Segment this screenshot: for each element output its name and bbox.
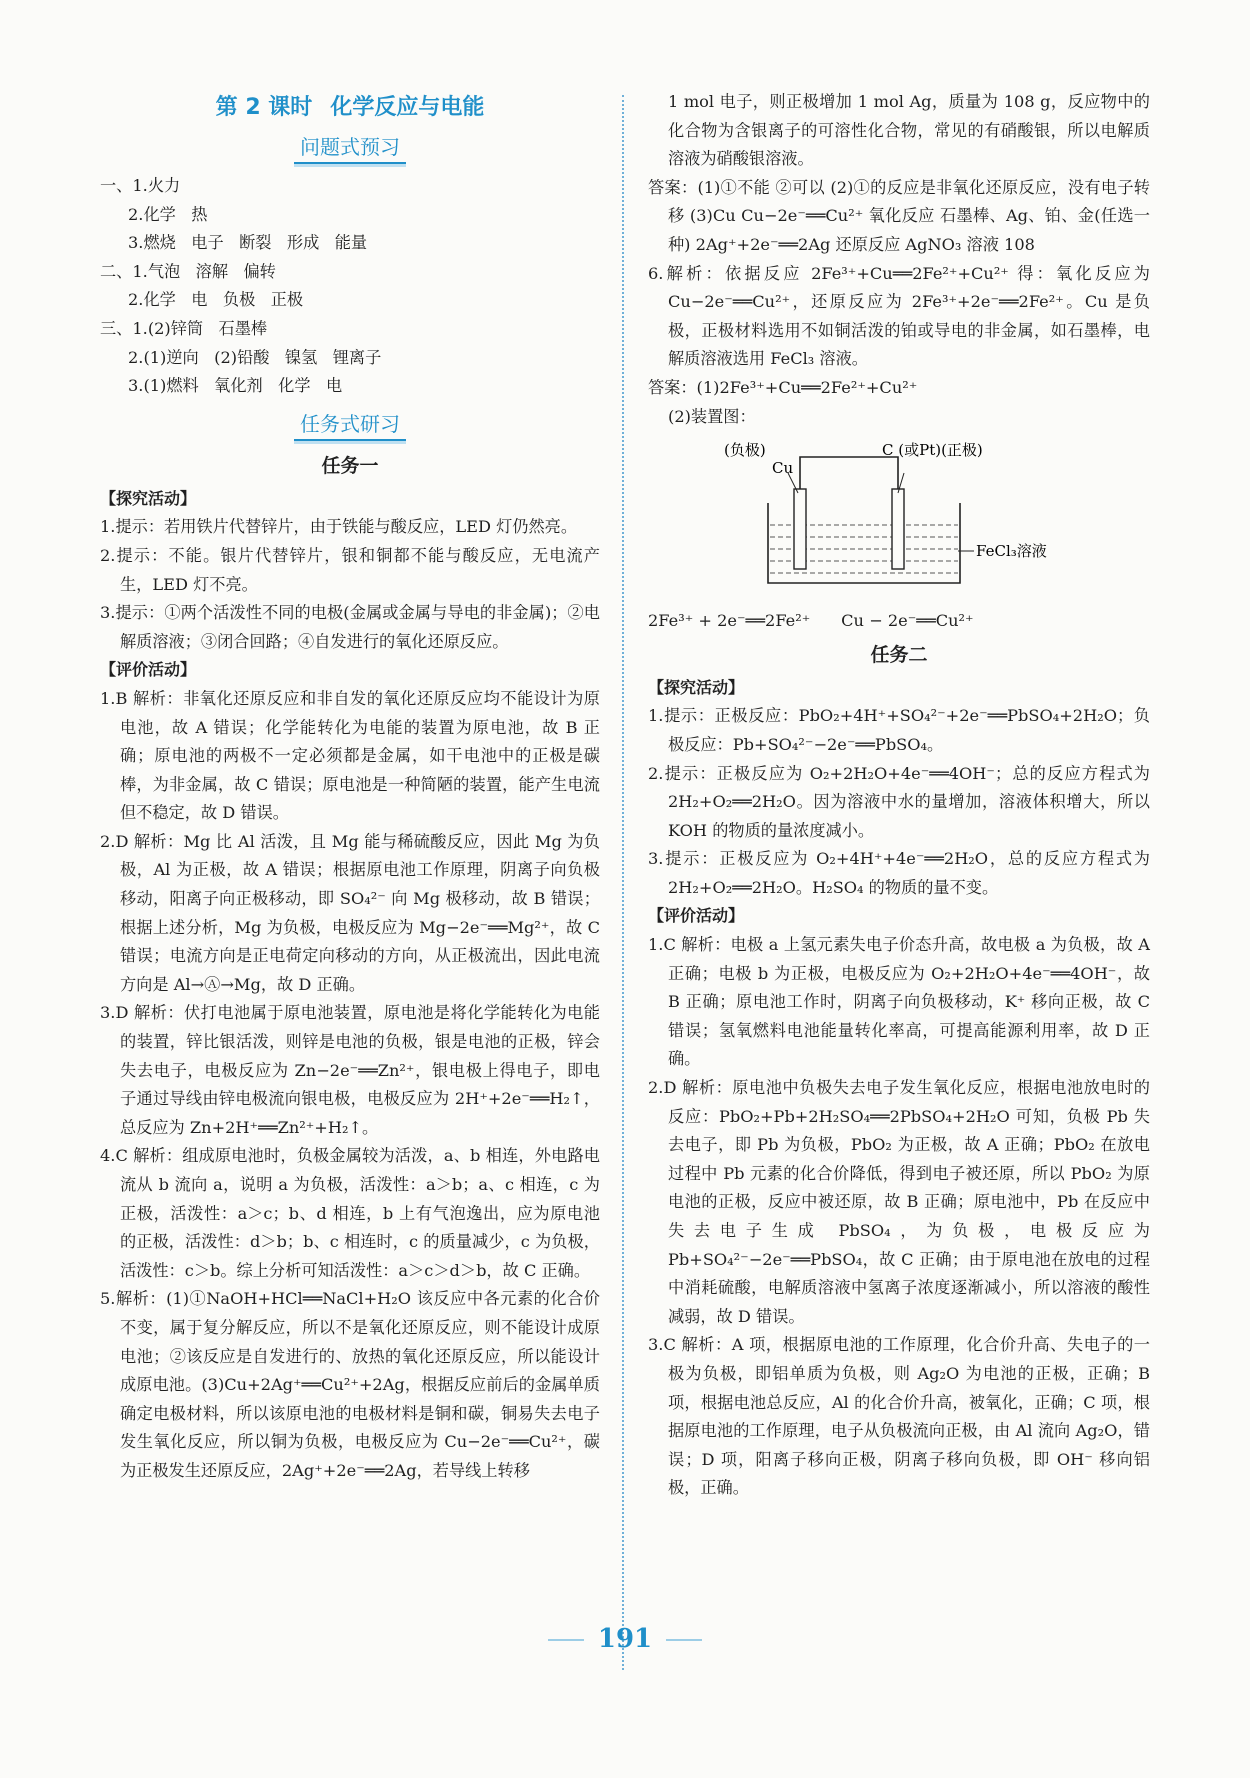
page-number: 191	[0, 1624, 1250, 1654]
column-divider	[622, 95, 624, 1670]
left-column	[100, 88, 600, 1486]
page-number-dash-left	[548, 1639, 584, 1641]
explore-label: 【探究活动】	[100, 488, 197, 508]
carbon-electrode	[892, 489, 904, 569]
explore-item: 2.提示：正极反应为 O₂+2H₂O+4e⁻══4OH⁻；总的反应方程式为 2H₂+O₂══2H₂O。因为溶液中水的量增加，溶液体积增大，所以 KOH 的物质的量浓度减小。	[648, 763, 1150, 840]
explore-item: 1.提示：正极反应：PbO₂+4H⁺+SO₄²⁻+2e⁻══PbSO₄+2H₂O；负极反应：Pb+SO₄²⁻−2e⁻══PbSO₄。	[648, 706, 1150, 754]
evaluate-item: 3.D 解析：伏打电池属于原电池装置，原电池是将化学能转化为电能的装置，锌比银活泼，则锌是电池的负极，银是电池的正极，锌会失去电子，电极反应为 Zn−2e⁻══Zn²⁺，银电极上得电子，即电子通过导线由锌电极流向银电极，电极反应为 2H⁺+2e⁻══H₂↑，总反应为 Zn+2H⁺══Zn²⁺+H₂↑。	[100, 1003, 600, 1137]
evaluate-label: 【评价活动】	[100, 660, 197, 680]
section-preview: 问题式预习	[100, 132, 600, 164]
continuation-text: 1 mol 电子，则正极增加 1 mol Ag，质量为 108 g，反应物中的化合物为含银离子的可溶性化合物，常见的有硝酸银，所以电解质溶液为硝酸银溶液。	[668, 92, 1150, 169]
answer-block: 答案：(1)2Fe³⁺+Cu══2Fe²⁺+Cu²⁺	[648, 377, 918, 397]
evaluate-item: 2.D 解析：原电池中负极失去电子发生氧化反应，根据电池放电时的反应：PbO₂+Pb+2H₂SO₄══2PbSO₄+2H₂O 可知，负极 Pb 失去电子，即 Pb 为负极，PbO₂ 为正极，故 A 正确；PbO₂ 在放电过程中 Pb 元素的化合价降低，得到电子被还原，所以 PbO₂ 为原电池的正极，反应中被还原，故 B 正确；原电池中，Pb 在反应中失去电子生成 PbSO₄，为负极，电极反应为 Pb+SO₄²⁻−2e⁻══PbSO₄，故 C 正确；由于原电池在放电的过程中消耗硫酸，电解质溶液中氢离子浓度逐渐减小，所以溶液的酸性减弱，故 D 错误。	[648, 1078, 1150, 1326]
evaluate-item: 1.C 解析：电极 a 上氢元素失电子价态升高，故电极 a 为负极，故 A 正确；电极 b 为正极，电极反应为 O₂+2H₂O+4e⁻══4OH⁻，故 B 正确；原电池工作时，阴离子向负极移动，K⁺ 移向正极，故 C 错误；氢氧燃料电池能量转化率高，可提高能源利用率，故 D 正确。	[648, 935, 1150, 1069]
page-number-dash-right	[666, 1639, 702, 1641]
lesson-name: 化学反应与电能	[330, 95, 485, 120]
task-two-heading: 任务二	[870, 643, 928, 666]
preview-answers	[100, 172, 600, 401]
lesson-number: 第 2 课时	[215, 95, 313, 120]
explore-item: 2.提示：不能。银片代替锌片，银和铜都不能与酸反应，无电流产生，LED 灯不亮。	[100, 545, 600, 594]
device-label: (2)装置图：	[668, 406, 756, 426]
preview-line: 2.(1)逆向 (2)铅酸 镍氢 锂离子	[128, 347, 382, 367]
negative-label: (负极)	[724, 441, 766, 460]
preview-line: 二、1.气泡 溶解 偏转	[100, 261, 276, 281]
right-column	[648, 88, 1150, 1503]
preview-line: 一、1.火力	[100, 176, 181, 195]
explore-item: 3.提示：正极反应为 O₂+4H⁺+4e⁻══2H₂O，总的反应方程式为 2H₂+O₂══2H₂O。H₂SO₄ 的物质的量不变。	[648, 849, 1150, 897]
preview-line: 3.燃烧 电子 断裂 形成 能量	[128, 233, 368, 253]
preview-line: 3.(1)燃料 氧化剂 化学 电	[128, 376, 343, 396]
explore-item: 1.提示：若用铁片代替锌片，由于铁能与酸反应，LED 灯仍然亮。	[100, 517, 578, 537]
task-one-heading: 任务一	[321, 454, 379, 477]
evaluate-label: 【评价活动】	[648, 906, 745, 926]
evaluate-item: 1.B 解析：非氧化还原反应和非自发的氧化还原反应均不能设计为原电池，故 A 错误；化学能转化为电能的装置为原电池，故 B 正确；原电池的两极不一定必须都是金属，如干电池中的正极是碳棒，为非金属，故 C 错误；原电池是一种简陋的装置，能产生电流但不稳定，故 D 错误。	[100, 688, 600, 823]
explore-label: 【探究活动】	[648, 677, 745, 697]
evaluate-item: 5.解析：(1)①NaOH+HCl══NaCl+H₂O 该反应中各元素的化合价不变，属于复分解反应，所以不是氧化还原反应，则不能设计成原电池；②该反应是自发进行的、放热的氧化还原反应，所以能设计成原电池。(3)Cu+2Ag⁺══Cu²⁺+2Ag，根据反应前后的金属单质确定电极材料，所以该原电池的电极材料是铜和碳，铜易失去电子发生氧化反应，所以铜为负极，电极反应为 Cu−2e⁻══Cu²⁺，碳为正极发生还原反应，2Ag⁺+2e⁻══2Ag，若导线上转移	[100, 1289, 600, 1480]
external-wire	[800, 457, 898, 489]
explore-item: 3.提示：①两个活泼性不同的电极(金属或金属与导电的非金属)；②电解质溶液；③闭合回路；④自发进行的氧化还原反应。	[100, 603, 600, 651]
preview-line: 2.化学 热	[128, 204, 208, 224]
preview-line: 三、1.(2)锌筒 石墨棒	[100, 318, 268, 338]
answer-block: 答案：(1)①不能 ②可以 (2)①的反应是非氧化还原反应，没有电子转移 (3)Cu Cu−2e⁻══Cu²⁺ 氧化反应 石墨棒、Ag、铂、金(任选一种) 2Ag⁺+2e⁻══2Ag 还原反应 AgNO₃ 溶液 108	[648, 177, 1150, 254]
page-title	[100, 88, 600, 128]
evaluate-item: 3.C 解析：A 项，根据原电池的工作原理，化合价升高、失电子的一极为负极，即铝单质为负极，则 Ag₂O 为电池的正极，正确；B 项，根据电池总反应，Al 的化合价升高，被氧化，正确；C 项，根据原电池的工作原理，电子从负极流向正极，由 Al 流向 Ag₂O，错误；D 项，阳离子移向正极，阴离子移向负极，即 OH⁻ 移向铝极，正确。	[648, 1335, 1150, 1498]
solution-label: FeCl₃溶液	[976, 542, 1047, 561]
analysis-item: 6.解析：依据反应 2Fe³⁺+Cu══2Fe²⁺+Cu²⁺ 得：氧化反应为 Cu−2e⁻══Cu²⁺，还原反应为 2Fe³⁺+2e⁻══2Fe²⁺。Cu 是负极，正极材料选用不如铜活泼的铂或导电的非金属，如石墨棒，电解质溶液选用 FeCl₃ 溶液。	[648, 263, 1150, 369]
half-reactions: 2Fe³⁺ + 2e⁻══2Fe²⁺ Cu − 2e⁻══Cu²⁺	[648, 611, 974, 631]
preview-line: 2.化学 电 负极 正极	[128, 290, 304, 310]
cell-figure	[688, 433, 1047, 603]
cu-label: Cu	[772, 459, 794, 478]
evaluate-item: 2.D 解析：Mg 比 Al 活泼，且 Mg 能与稀硫酸反应，因此 Mg 为负极，Al 为正极，故 A 错误；根据原电池工作原理，阴离子向负极移动，阳离子向正极移动，即 SO₄²⁻ 向 Mg 极移动，故 B 错误；根据上述分析，Mg 为负极，电极反应为 Mg−2e⁻══Mg²⁺，故 C 错误；电流方向是正电荷定向移动的方向，从正极流出，因此电流方向是 Al→Ⓐ→Mg，故 D 正确。	[100, 831, 600, 994]
section-research: 任务式研习	[100, 409, 600, 441]
positive-label: C (或Pt)(正极)	[882, 441, 983, 460]
copper-electrode	[794, 489, 806, 569]
evaluate-item: 4.C 解析：组成原电池时，负极金属较为活泼，a、b 相连，外电路电流从 b 流向 a，说明 a 为负极，活泼性：a＞b；a、c 相连，c 为正极，活泼性：a＞c；b、d 相连，b 上有气泡逸出，应为原电池的正极，活泼性：d＞b；b、c 相连时，c 的质量减少，c 为负极，活泼性：c＞b。综上分析可知活泼性：a＞c＞d＞b，故 C 正确。	[100, 1146, 600, 1280]
galvanic-cell-diagram	[648, 433, 1150, 603]
